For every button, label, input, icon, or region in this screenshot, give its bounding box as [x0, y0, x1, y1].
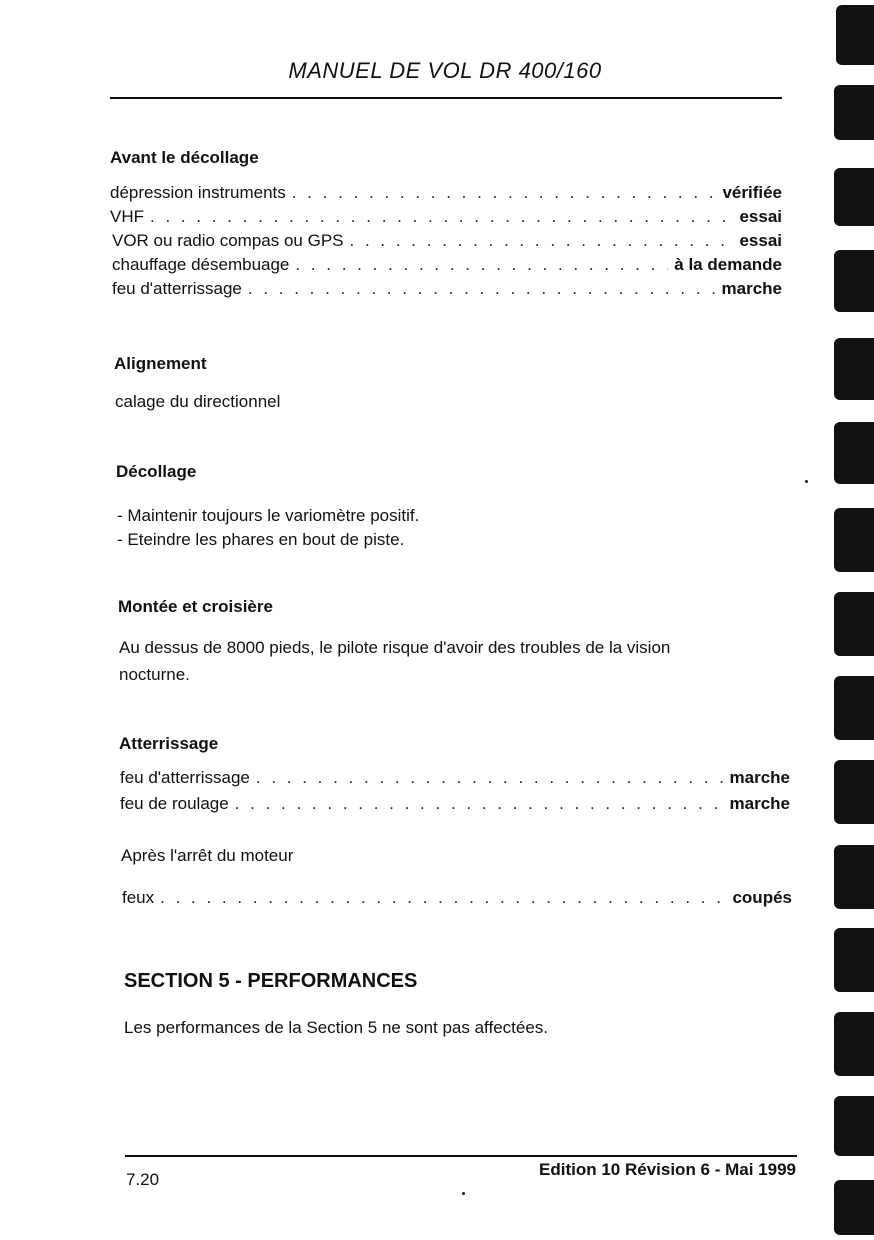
- checklist-value: marche: [729, 768, 790, 787]
- heading-apres-arret: Après l'arrêt du moteur: [121, 846, 294, 865]
- checklist-value: marche: [721, 279, 782, 298]
- checklist-value: vérifiée: [722, 183, 782, 202]
- binder-tab: [834, 508, 874, 572]
- checklist-label: feu de roulage: [120, 794, 229, 813]
- leader-dots: [160, 888, 726, 908]
- checklist-row: [112, 255, 782, 279]
- checklist-label: chauffage désembuage: [112, 255, 290, 274]
- alignement-text: calage du directionnel: [115, 392, 281, 411]
- binder-tab: [834, 338, 874, 400]
- heading-decollage: Décollage: [116, 462, 197, 481]
- checklist-row: [120, 768, 790, 792]
- section5-text: Les performances de la Section 5 ne sont pas affectées.: [124, 1018, 549, 1037]
- binder-tab: [834, 1012, 874, 1076]
- binder-tab: [834, 1096, 874, 1156]
- checklist-label: feux: [122, 888, 155, 907]
- leader-dots: [350, 231, 734, 251]
- checklist-row: [112, 231, 782, 255]
- binder-tab: [834, 168, 874, 226]
- heading-avant-decollage: Avant le décollage: [110, 148, 259, 167]
- binder-tab: [834, 250, 874, 312]
- leader-dots: [256, 768, 724, 788]
- checklist-value: à la demande: [674, 255, 782, 274]
- leader-dots: [235, 794, 724, 814]
- checklist-label: feu d'atterrissage: [120, 768, 250, 787]
- checklist-label: feu d'atterrissage: [112, 279, 242, 298]
- heading-montee: Montée et croisière: [118, 597, 273, 616]
- leader-dots: [292, 183, 717, 203]
- scan-speck: [462, 1192, 465, 1195]
- header-rule: [110, 97, 782, 99]
- checklist-label: VOR ou radio compas ou GPS: [112, 231, 344, 250]
- binder-tab: [834, 928, 874, 992]
- heading-section5: SECTION 5 - PERFORMANCES: [124, 970, 418, 992]
- checklist-label: dépression instruments: [110, 183, 286, 202]
- binder-tab: [834, 422, 874, 484]
- checklist-value: essai: [739, 207, 782, 226]
- decollage-line: - Eteindre les phares en bout de piste.: [117, 530, 405, 549]
- page-title: MANUEL DE VOL DR 400/160: [288, 58, 602, 83]
- edition-info: Edition 10 Révision 6 - Mai 1999: [539, 1160, 796, 1179]
- leader-dots: [150, 207, 733, 227]
- checklist-label: VHF: [110, 207, 144, 226]
- binder-tab: [834, 592, 874, 656]
- checklist-row: [122, 888, 792, 912]
- heading-alignement: Alignement: [114, 354, 207, 373]
- checklist-value: essai: [739, 231, 782, 250]
- leader-dots: [248, 279, 716, 299]
- checklist-value: coupés: [732, 888, 792, 907]
- montee-text-line: Au dessus de 8000 pieds, le pilote risque d'avoir des troubles de la vision: [119, 638, 671, 657]
- checklist-row: [120, 794, 790, 818]
- heading-atterrissage: Atterrissage: [119, 734, 219, 753]
- checklist-value: marche: [729, 794, 790, 813]
- leader-dots: [295, 255, 668, 275]
- checklist-row: [110, 207, 782, 231]
- binder-tab: [834, 845, 874, 909]
- binder-tab: [834, 676, 874, 740]
- footer-rule: [125, 1155, 797, 1157]
- scan-speck: [805, 480, 808, 483]
- decollage-line: - Maintenir toujours le variomètre positif.: [117, 506, 420, 525]
- checklist-row: [110, 183, 782, 207]
- page-number: 7.20: [126, 1170, 160, 1189]
- binder-tab: [836, 5, 874, 65]
- binder-tab: [834, 760, 874, 824]
- montee-text-line: nocturne.: [119, 665, 190, 684]
- binder-tab: [834, 1180, 874, 1235]
- checklist-row: [112, 279, 782, 303]
- binder-tab: [834, 85, 874, 140]
